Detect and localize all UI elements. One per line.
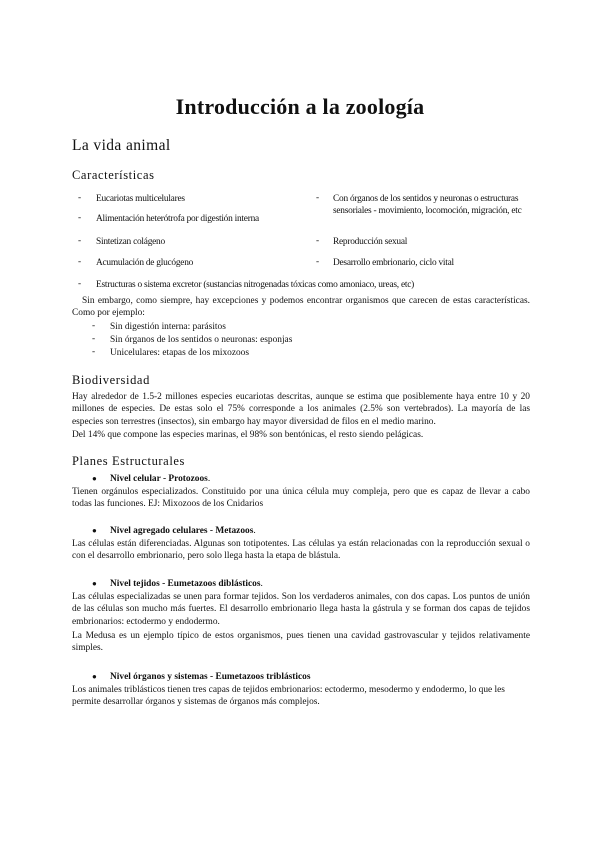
nivel-description: Las células están diferenciadas. Algunas son totipotentes. Las células ya están relacionadas con la reproducción sexual o con el desarrollo embrionario, pero solo llega hasta la etapa de blástula.	[72, 539, 530, 562]
dash-bullet: -	[78, 193, 82, 203]
dash-bullet: -	[92, 334, 96, 344]
list-item: Alimentación heterótrofa por digestión interna	[96, 214, 259, 224]
nivel-heading	[110, 473, 210, 485]
list-item: Desarrollo embrionario, ciclo vital	[333, 258, 454, 268]
nivel-heading	[110, 578, 263, 590]
nivel-description-2: La Medusa es un ejemplo típico de estos organismos, pues tienen una cavidad gastrovascular y tejidos relativamente simples.	[72, 631, 530, 654]
dash-bullet: -	[316, 236, 320, 246]
dash-bullet: -	[316, 193, 320, 203]
subheading-planes-estructurales: Planes Estructurales	[72, 454, 186, 468]
list-item: Sin órganos de los sentidos o neuronas: esponjas	[110, 335, 293, 345]
list-item: Estructuras o sistema excretor (sustancias nitrogenadas tóxicas como amoniaco, ureas, etc)	[96, 280, 415, 290]
round-bullet: ●	[92, 474, 97, 483]
subheading-biodiversidad: Biodiversidad	[72, 373, 150, 387]
nivel-heading-text: Nivel tejidos - Eumetazoos diblásticos	[110, 579, 261, 589]
biodiversidad-paragraph: Hay alrededor de 1.5-2 millones especies eucariotas descritas, aunque se estima que posiblemente haya entre 10 y 20 millones de especies. De estas solo el 75% corresponde a los animales (2.5% son vertebrados). La mayoría de las especies son terrestres (insectos), sin embargo hay mayor diversidad de filos en el medio marino.	[72, 392, 530, 427]
excepciones-paragraph: Sin embargo, como siempre, hay excepciones y podemos encontrar organismos que carecen de estas características. Como por ejemplo:	[72, 296, 530, 319]
list-item: Sintetizan colágeno	[96, 237, 165, 247]
dash-bullet: -	[78, 257, 82, 267]
subheading-caracteristicas: Características	[72, 168, 155, 182]
round-bullet: ●	[92, 579, 97, 588]
round-bullet: ●	[92, 672, 97, 681]
nivel-heading-suffix: .	[207, 474, 211, 484]
nivel-heading-suffix: .	[260, 579, 263, 589]
list-item: Acumulación de glucógeno	[96, 258, 194, 268]
nivel-heading-text: Nivel órganos y sistemas - Eumetazoos triblásticos	[110, 672, 311, 682]
dash-bullet: -	[92, 321, 96, 331]
section-heading-vida-animal: La vida animal	[72, 137, 171, 154]
list-item: Reproducción sexual	[333, 237, 408, 247]
dash-bullet: -	[78, 236, 82, 246]
dash-bullet: -	[78, 213, 82, 223]
dash-bullet: -	[92, 347, 96, 357]
nivel-description: Las células especializadas se unen para formar tejidos. Son los verdaderos animales, con dos capas. Los puntos de unión de las células son mucho más fuertes. El desarrollo embrionario llega hasta la gástrula y se forman dos capas de tejidos embrionarios: ectodermo y endodermo.	[72, 592, 530, 627]
biodiversidad-paragraph-2: Del 14% que compone las especies marinas, el 98% son bentónicas, el resto siendo pelágicas.	[72, 430, 424, 440]
nivel-description: Tienen orgánulos especializados. Constituido por una única célula muy compleja, pero que es capaz de llevar a cabo todas las funciones. EJ: Mixozoos de los Cnidarios	[72, 487, 530, 510]
nivel-heading-suffix: .	[253, 526, 256, 536]
nivel-description: Los animales triblásticos tienen tres capas de tejidos embrionarios: ectodermo, mesodermo y endodermo, lo que les permite desarrollar órganos y sistemas de órganos más complejos.	[72, 685, 505, 708]
round-bullet: ●	[92, 526, 97, 535]
nivel-heading	[110, 525, 256, 537]
dash-bullet: -	[316, 257, 320, 267]
nivel-heading	[110, 671, 311, 683]
nivel-heading-text: Nivel celular - Protozoos	[110, 474, 208, 484]
list-item: Sin digestión interna: parásitos	[110, 322, 226, 332]
dash-bullet: -	[78, 279, 82, 289]
nivel-heading-text: Nivel agregado celulares - Metazoos	[110, 526, 254, 536]
list-item: Unicelulares: etapas de los mixozoos	[110, 348, 250, 358]
page-title: Introducción a la zoología	[175, 94, 425, 119]
list-item: Eucariotas multicelulares	[96, 194, 185, 204]
list-item: Con órganos de los sentidos y neuronas o estructuras sensoriales - movimiento, locomoción, migración, etc	[333, 194, 522, 217]
